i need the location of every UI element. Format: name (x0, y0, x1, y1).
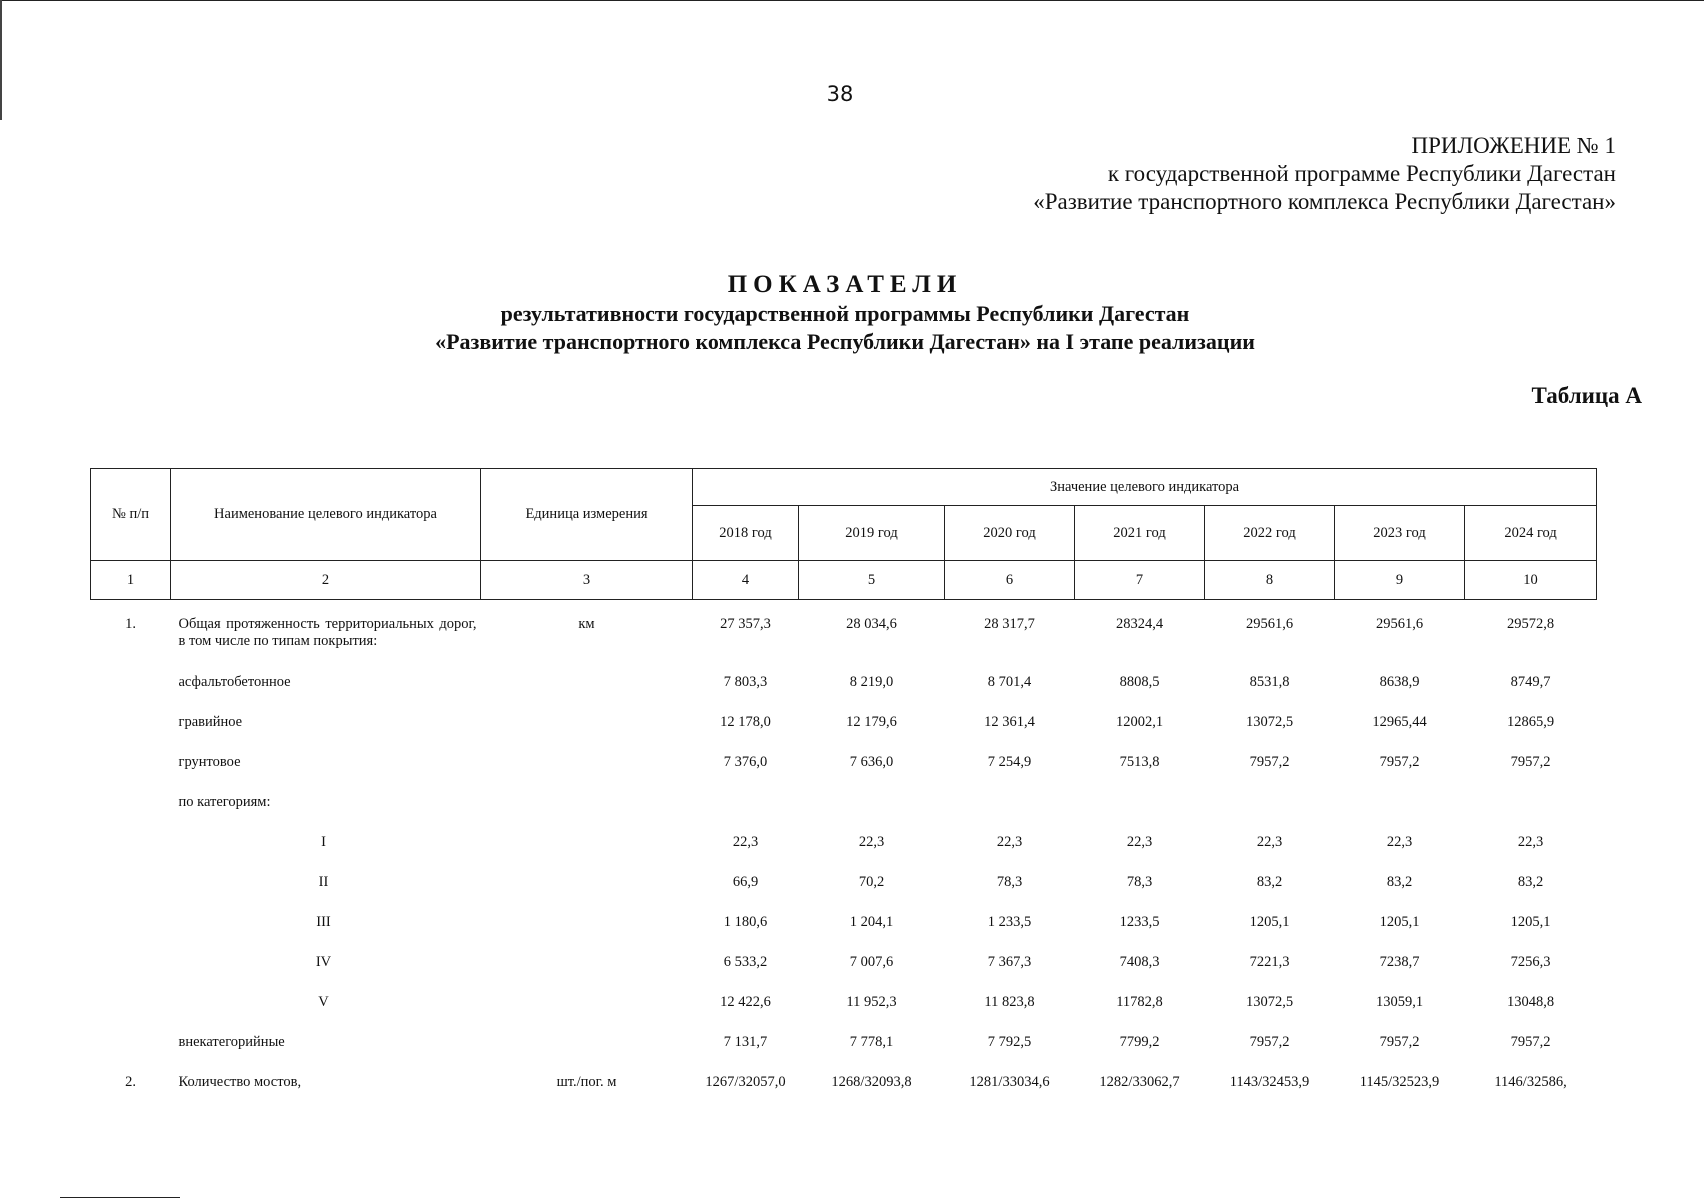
value-cell: 12 422,6 (720, 993, 771, 1010)
value-cell: 6 533,2 (723, 953, 768, 970)
value-cell (1465, 782, 1597, 822)
value-cell: 7 778,1 (849, 1033, 894, 1050)
value-cell: 83,2 (1517, 873, 1544, 890)
indicator-name: I (321, 833, 326, 850)
header-year: 2020 год (945, 506, 1075, 561)
indicator-unit (481, 822, 693, 862)
table-row (91, 982, 1597, 1022)
value-cell: 29561,6 (1245, 616, 1294, 632)
value-cell: 7957,2 (1379, 753, 1420, 770)
value-cell: 7957,2 (1379, 1033, 1420, 1050)
value-cell: 28 317,7 (984, 616, 1035, 632)
value-cell: 1146/32586, (1494, 1073, 1567, 1090)
value-cell: 1 233,5 (987, 913, 1032, 930)
value-cell: 8 219,0 (849, 673, 894, 690)
column-number: 7 (1075, 561, 1205, 600)
scan-border-bottom (60, 1197, 180, 1198)
column-number: 9 (1335, 561, 1465, 600)
value-cell: 8808,5 (1119, 673, 1160, 690)
indicator-unit (481, 662, 693, 702)
value-cell: 29572,8 (1506, 616, 1555, 632)
value-cell: 13059,1 (1375, 993, 1424, 1010)
indicator-unit (481, 782, 693, 822)
indicator-name: II (318, 873, 329, 890)
column-number: 4 (693, 561, 799, 600)
value-cell: 7408,3 (1119, 953, 1160, 970)
table-row (91, 1022, 1597, 1062)
value-cell: 78,3 (996, 873, 1023, 890)
value-cell: 8749,7 (1510, 673, 1551, 690)
value-cell: 22,3 (1386, 833, 1413, 850)
indicator-name: Количество мостов, (178, 1073, 302, 1090)
header-year: 2022 год (1205, 506, 1335, 561)
indicator-name: внекатегорийные (178, 1033, 285, 1050)
value-cell: 83,2 (1256, 873, 1283, 890)
row-number: 2. (125, 1073, 136, 1090)
indicator-name: гравийное (178, 713, 243, 730)
column-number: 1 (91, 561, 171, 600)
value-cell: 7221,3 (1249, 953, 1290, 970)
indicator-unit: км (578, 616, 595, 632)
value-cell: 7 007,6 (849, 953, 894, 970)
value-cell: 70,2 (858, 873, 885, 890)
row-number (91, 1022, 171, 1062)
value-cell: 12865,9 (1506, 713, 1555, 730)
value-cell: 7513,8 (1119, 753, 1160, 770)
value-cell: 13072,5 (1245, 713, 1294, 730)
value-cell: 8 701,4 (987, 673, 1032, 690)
value-cell: 7957,2 (1249, 1033, 1290, 1050)
value-cell: 7 131,7 (723, 1033, 768, 1050)
indicator-name: по категориям: (178, 793, 271, 810)
table-row (91, 902, 1597, 942)
table-row (91, 1062, 1597, 1102)
indicator-name: асфальтобетонное (178, 673, 291, 690)
row-number: 1. (125, 616, 136, 632)
table-row (91, 662, 1597, 702)
value-cell: 22,3 (1256, 833, 1283, 850)
value-cell: 22,3 (858, 833, 885, 850)
indicator-unit: шт./пог. м (556, 1073, 617, 1090)
table-row (91, 742, 1597, 782)
value-cell: 1 204,1 (849, 913, 894, 930)
value-cell: 1205,1 (1510, 913, 1551, 930)
value-cell: 7957,2 (1510, 753, 1551, 770)
indicator-unit (481, 862, 693, 902)
value-cell: 1267/32057,0 (705, 1073, 786, 1090)
value-cell: 12 179,6 (846, 713, 897, 730)
column-number: 8 (1205, 561, 1335, 600)
header-name: Наименование целевого индикатора (171, 469, 481, 561)
value-cell: 1205,1 (1249, 913, 1290, 930)
value-cell (693, 782, 799, 822)
value-cell: 1205,1 (1379, 913, 1420, 930)
value-cell (1335, 782, 1465, 822)
value-cell: 11782,8 (1116, 993, 1163, 1010)
value-cell: 7957,2 (1510, 1033, 1551, 1050)
appendix-line-2: к государственной программе Республики Дагестан (1107, 161, 1616, 186)
header-year: 2023 год (1335, 506, 1465, 561)
value-cell: 22,3 (1126, 833, 1153, 850)
value-cell: 28 034,6 (846, 616, 897, 632)
title-line-2: результативности государственной программы Республики Дагестан (500, 301, 1190, 326)
table-row (91, 942, 1597, 982)
value-cell: 1281/33034,6 (969, 1073, 1050, 1090)
row-number (91, 742, 171, 782)
value-cell: 7256,3 (1510, 953, 1551, 970)
indicator-name: грунтовое (178, 753, 241, 770)
value-cell: 83,2 (1386, 873, 1413, 890)
scan-border-top (0, 0, 1704, 1)
row-number (91, 782, 171, 822)
table-label: Таблица А (1531, 383, 1642, 408)
value-cell: 11 823,8 (984, 993, 1035, 1010)
header-year: 2021 год (1075, 506, 1205, 561)
column-number: 5 (799, 561, 945, 600)
header-year: 2019 год (799, 506, 945, 561)
column-number: 10 (1465, 561, 1597, 600)
value-cell: 1282/33062,7 (1099, 1073, 1180, 1090)
row-number (91, 862, 171, 902)
header-year: 2024 год (1465, 506, 1597, 561)
row-number (91, 902, 171, 942)
row-number (91, 822, 171, 862)
value-cell: 7 254,9 (987, 753, 1032, 770)
value-cell: 1268/32093,8 (831, 1073, 912, 1090)
value-cell: 1145/32523,9 (1359, 1073, 1440, 1090)
value-cell (1075, 782, 1205, 822)
header-unit: Единица измерения (481, 469, 693, 561)
indicator-name: Общая протяженность территориальных дорог, в том числе по типам покрытия: (178, 616, 477, 649)
appendix-heading (1033, 132, 1616, 216)
value-cell: 27 357,3 (720, 616, 771, 632)
table-row (91, 702, 1597, 742)
row-number (91, 702, 171, 742)
value-cell: 13072,5 (1245, 993, 1294, 1010)
indicator-unit (481, 742, 693, 782)
value-cell: 1 180,6 (723, 913, 768, 930)
value-cell: 12002,1 (1115, 713, 1164, 730)
column-number: 6 (945, 561, 1075, 600)
column-number: 2 (171, 561, 481, 600)
indicator-name: IV (315, 953, 332, 970)
value-cell: 7 636,0 (849, 753, 894, 770)
header-number: № п/п (91, 469, 171, 561)
value-cell: 7 376,0 (723, 753, 768, 770)
appendix-line-1: ПРИЛОЖЕНИЕ № 1 (1411, 133, 1616, 158)
value-cell: 7799,2 (1119, 1033, 1160, 1050)
value-cell: 8531,8 (1249, 673, 1290, 690)
row-number (91, 942, 171, 982)
value-cell (799, 782, 945, 822)
value-cell: 11 952,3 (846, 993, 897, 1010)
value-cell: 1143/32453,9 (1229, 1073, 1310, 1090)
indicator-unit (481, 702, 693, 742)
table-row (91, 822, 1597, 862)
indicator-unit (481, 1022, 693, 1062)
indicators-table (90, 468, 1597, 1102)
row-number (91, 982, 171, 1022)
value-cell: 22,3 (1517, 833, 1544, 850)
indicator-name: V (318, 993, 329, 1010)
indicator-unit (481, 942, 693, 982)
title-main: ПОКАЗАТЕЛИ (727, 271, 963, 298)
table-row (91, 600, 1597, 662)
value-cell: 1233,5 (1119, 913, 1160, 930)
header-year: 2018 год (693, 506, 799, 561)
value-cell: 78,3 (1126, 873, 1153, 890)
value-cell: 22,3 (996, 833, 1023, 850)
value-cell: 7238,7 (1379, 953, 1420, 970)
value-cell: 7 367,3 (987, 953, 1032, 970)
indicator-unit (481, 982, 693, 1022)
value-cell: 12965,44 (1372, 713, 1427, 730)
title-line-3: «Развитие транспортного комплекса Республики Дагестан» на I этапе реализации (435, 329, 1255, 354)
value-cell (1205, 782, 1335, 822)
row-number (91, 662, 171, 702)
table-row (91, 782, 1597, 822)
value-cell: 12 361,4 (984, 713, 1035, 730)
document-title (0, 270, 1690, 356)
table-body (91, 600, 1597, 1102)
value-cell: 28324,4 (1115, 616, 1164, 632)
page-number: 38 (826, 82, 854, 106)
indicator-unit (481, 902, 693, 942)
value-cell: 7 803,3 (723, 673, 768, 690)
appendix-line-3: «Развитие транспортного комплекса Республики Дагестан» (1033, 189, 1616, 214)
value-cell: 22,3 (732, 833, 759, 850)
value-cell (945, 782, 1075, 822)
value-cell: 7957,2 (1249, 753, 1290, 770)
value-cell: 29561,6 (1375, 616, 1424, 632)
value-cell: 66,9 (732, 873, 759, 890)
column-number: 3 (481, 561, 693, 600)
value-cell: 7 792,5 (987, 1033, 1032, 1050)
table-row (91, 862, 1597, 902)
header-value-group: Значение целевого индикатора (693, 469, 1597, 506)
value-cell: 12 178,0 (720, 713, 771, 730)
value-cell: 13048,8 (1506, 993, 1555, 1010)
indicator-name: III (316, 913, 331, 930)
value-cell: 8638,9 (1379, 673, 1420, 690)
